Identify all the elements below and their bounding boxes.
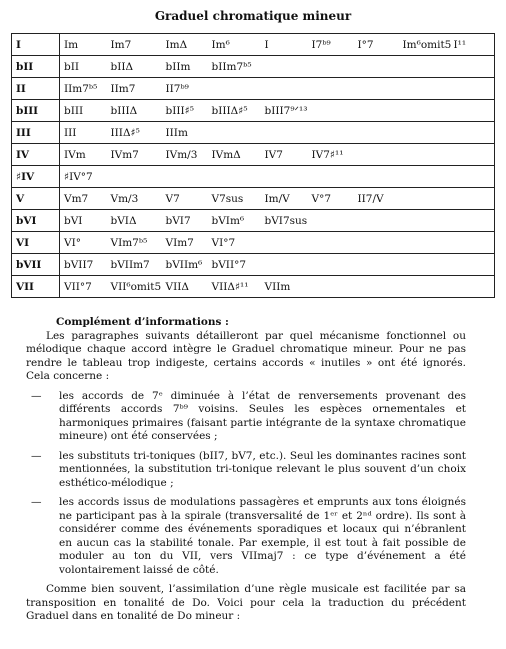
chord-cell <box>450 210 495 232</box>
chord-cell: VII°7 <box>60 276 107 298</box>
chord-cell: bIIIΔ♯⁵ <box>208 100 261 122</box>
chord-cell <box>354 254 399 276</box>
chord-cell <box>450 144 495 166</box>
chord-cell: VI° <box>60 232 107 254</box>
table-row <box>12 100 495 122</box>
chord-cell: V7 <box>162 188 208 210</box>
chord-cell: ♯IV°7 <box>60 166 107 188</box>
chord-cell: bVII°7 <box>208 254 261 276</box>
notes-list <box>26 390 466 578</box>
row-degree-label: bIII <box>12 100 60 122</box>
chord-cell: V°7 <box>308 188 354 210</box>
chord-cell: IV7 <box>261 144 308 166</box>
row-degree-label: V <box>12 188 60 210</box>
row-degree-label: VII <box>12 276 60 298</box>
chord-cell: IVm7 <box>107 144 162 166</box>
chord-cell <box>261 232 308 254</box>
chord-cell: bVI7sus <box>261 210 308 232</box>
chord-cell: VIIm <box>261 276 308 298</box>
chord-cell: Vm7 <box>60 188 107 210</box>
chord-cell: II7/V <box>354 188 399 210</box>
chord-cell <box>399 166 450 188</box>
notes-heading: Complément d’informations : <box>56 316 229 328</box>
chord-cell: IVmΔ <box>208 144 261 166</box>
chord-cell <box>450 78 495 100</box>
chord-cell <box>261 166 308 188</box>
chord-cell: Im⁶ <box>208 34 261 56</box>
chord-cell: Im7 <box>107 34 162 56</box>
chord-cell: I¹¹ <box>450 34 495 56</box>
chord-cell <box>399 100 450 122</box>
chord-cell: bIIm7ᵇ⁵ <box>208 56 261 78</box>
chord-cell <box>450 276 495 298</box>
notes-closing: Comme bien souvent, l’assimilation d’une règle musicale est facilitée par sa transposition en tonalité de Do. Voici pour cela la traduction du précédent Graduel dans en tonalité de Do mineur : <box>26 583 466 622</box>
dash-marker: — <box>31 449 42 462</box>
table-row <box>12 166 495 188</box>
chord-cell <box>399 122 450 144</box>
chord-cell: IIIm <box>162 122 208 144</box>
chord-cell <box>261 254 308 276</box>
chord-cell <box>107 166 162 188</box>
chord-cell <box>162 166 208 188</box>
table-row <box>12 254 495 276</box>
chord-cell <box>354 56 399 78</box>
chord-cell: VI°7 <box>208 232 261 254</box>
chord-cell: bVIΔ <box>107 210 162 232</box>
table-row <box>12 78 495 100</box>
table-row <box>12 276 495 298</box>
chord-cell <box>308 276 354 298</box>
chord-cell: Im/V <box>261 188 308 210</box>
chord-cell: III <box>60 122 107 144</box>
chord-cell <box>399 78 450 100</box>
chord-cell: bIII7⁹ᐟ¹³ <box>261 100 308 122</box>
row-degree-label: III <box>12 122 60 144</box>
row-degree-label: bVII <box>12 254 60 276</box>
chord-table <box>11 33 495 298</box>
chord-cell: IVm/3 <box>162 144 208 166</box>
chord-cell: bVI <box>60 210 107 232</box>
chord-cell <box>308 56 354 78</box>
table-row <box>12 56 495 78</box>
chord-cell <box>399 144 450 166</box>
chord-cell <box>208 122 261 144</box>
list-item <box>26 450 466 491</box>
chord-cell <box>308 210 354 232</box>
chord-cell <box>208 166 261 188</box>
chord-cell: Vm/3 <box>107 188 162 210</box>
row-degree-label: VI <box>12 232 60 254</box>
chord-cell <box>261 56 308 78</box>
chord-cell: VIIΔ♯¹¹ <box>208 276 261 298</box>
chord-cell: Im⁶omit5 <box>399 34 450 56</box>
table-row <box>12 122 495 144</box>
chord-cell <box>308 232 354 254</box>
chord-cell <box>450 188 495 210</box>
row-degree-label: I <box>12 34 60 56</box>
row-degree-label: II <box>12 78 60 100</box>
bullet-text: les accords issus de modulations passagères et emprunts aux tons éloignés ne participant pas à la spirale (transversalité de 1ᵉʳ et 2ⁿᵈ ordre). Ils sont à considérer comme des événements sporadiques et locaux qui n’ébranlent en aucun cas la stabilité tonale. Par exemple, il est tout à fait possible de moduler au ton du VII, vers VIImaj7 : ce type d’événement a été volontairement laissé de côté. <box>59 496 466 576</box>
notes-intro: Les paragraphes suivants détailleront par quel mécanisme fonctionnel ou mélodique chaque accord intègre le Graduel chromatique mineur. Pour ne pas rendre le tableau trop indigeste, certains accords « inutiles » ont été ignorés. Cela concerne : <box>26 329 466 382</box>
chord-cell <box>399 232 450 254</box>
chord-cell <box>450 166 495 188</box>
chord-cell: bVII7 <box>60 254 107 276</box>
table-row <box>12 188 495 210</box>
chord-cell: I7ᵇ⁹ <box>308 34 354 56</box>
row-degree-label: IV <box>12 144 60 166</box>
chord-cell: I <box>261 34 308 56</box>
chord-cell <box>354 78 399 100</box>
chord-cell <box>308 254 354 276</box>
table-row <box>12 34 495 56</box>
chord-cell: Im <box>60 34 107 56</box>
chord-cell <box>354 144 399 166</box>
chord-cell <box>261 122 308 144</box>
list-item <box>26 390 466 444</box>
chord-cell: VIm7ᵇ⁵ <box>107 232 162 254</box>
chord-cell: bIII♯⁵ <box>162 100 208 122</box>
chord-cell <box>399 254 450 276</box>
dash-marker: — <box>31 389 42 402</box>
table-title: Graduel chromatique mineur <box>154 9 352 23</box>
chord-cell: IIm7 <box>107 78 162 100</box>
table-row <box>12 210 495 232</box>
chord-cell <box>450 56 495 78</box>
chord-cell: IIIΔ♯⁵ <box>107 122 162 144</box>
chord-cell <box>208 78 261 100</box>
row-degree-label: bVI <box>12 210 60 232</box>
chord-cell: ImΔ <box>162 34 208 56</box>
chord-cell: VIm7 <box>162 232 208 254</box>
chord-cell: bII <box>60 56 107 78</box>
chord-cell: IVm <box>60 144 107 166</box>
chord-cell: VII⁶omit5 <box>107 276 162 298</box>
table-row <box>12 144 495 166</box>
chord-cell <box>354 276 399 298</box>
chord-cell <box>354 210 399 232</box>
chord-cell <box>261 78 308 100</box>
row-degree-label: ♯IV <box>12 166 60 188</box>
chord-cell: bVI7 <box>162 210 208 232</box>
table-row <box>12 232 495 254</box>
row-degree-label: bII <box>12 56 60 78</box>
chord-cell <box>399 188 450 210</box>
chord-cell: IV7♯¹¹ <box>308 144 354 166</box>
chord-cell: bVIIm⁶ <box>162 254 208 276</box>
chord-cell <box>308 166 354 188</box>
chord-cell: V7sus <box>208 188 261 210</box>
chord-cell: II7ᵇ⁹ <box>162 78 208 100</box>
chord-cell <box>354 122 399 144</box>
chord-cell <box>308 78 354 100</box>
list-item <box>26 496 466 577</box>
chord-cell: bIIΔ <box>107 56 162 78</box>
chord-cell <box>450 122 495 144</box>
dash-marker: — <box>31 496 42 508</box>
chord-cell <box>354 100 399 122</box>
notes-section <box>26 316 466 624</box>
chord-cell: IIm7ᵇ⁵ <box>60 78 107 100</box>
chord-cell <box>354 166 399 188</box>
table-body <box>12 34 495 298</box>
chord-cell <box>450 100 495 122</box>
chord-cell: bIIIΔ <box>107 100 162 122</box>
chord-cell <box>399 276 450 298</box>
chord-cell: bIII <box>60 100 107 122</box>
bullet-text: les accords de 7ᵉ diminuée à l’état de renversements provenant des différents accords 7ᵇ⁹ voisins. Seules les espèces ornementales et harmoniques primaires (faisant partie intégrante de la syntaxe chromatique mineure) ont été conservées ; <box>59 389 466 442</box>
chord-cell <box>399 56 450 78</box>
chord-cell: VIIΔ <box>162 276 208 298</box>
bullet-text: les substituts tri-toniques (bII7, bV7, etc.). Seul les dominantes racines sont mentionnées, la substitution tri-tonique relevant le plus souvent d’un choix esthético-mélodique ; <box>59 449 466 489</box>
chord-cell: bVIIm7 <box>107 254 162 276</box>
chord-cell: bIIm <box>162 56 208 78</box>
chord-cell <box>399 210 450 232</box>
chord-cell <box>450 254 495 276</box>
chord-cell: bVIm⁶ <box>208 210 261 232</box>
chord-cell <box>450 232 495 254</box>
chord-cell <box>354 232 399 254</box>
chord-cell <box>308 122 354 144</box>
chord-cell <box>308 100 354 122</box>
chord-cell: I°7 <box>354 34 399 56</box>
